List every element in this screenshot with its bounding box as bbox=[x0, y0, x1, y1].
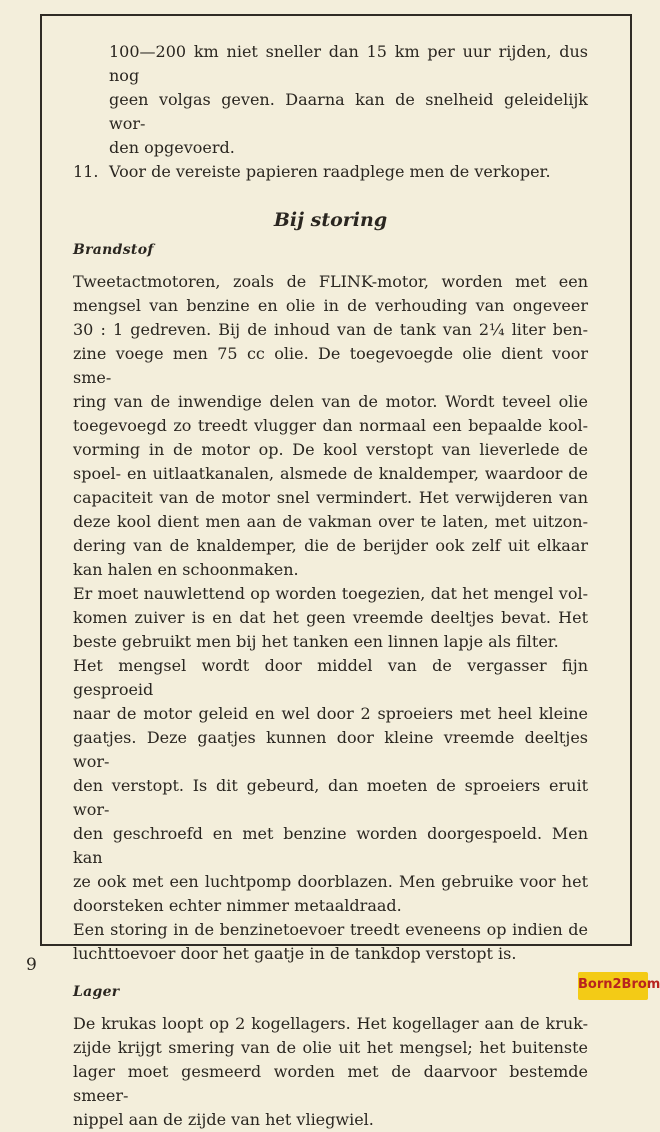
text-line: komen zuiver is en dat het geen vreemde deeltjes bevat. Het bbox=[73, 608, 588, 627]
text-line: vorming in de motor op. De kool verstopt van lieverlede de bbox=[73, 440, 588, 459]
text-line: doorsteken echter nimmer metaaldraad. bbox=[73, 896, 402, 915]
text-line: den opgevoerd. bbox=[109, 138, 235, 157]
text-line: spoel- en uitlaatkanalen, alsmede de knaldemper, waardoor de bbox=[73, 464, 588, 483]
text-line: zine voege men 75 cc olie. De toegevoegde olie dient voor sme- bbox=[73, 344, 588, 387]
text-line: ze ook met een luchtpomp doorblazen. Men gebruike voor het bbox=[73, 872, 588, 891]
list-item-text: Voor de vereiste papieren raadplege men de verkoper. bbox=[109, 162, 551, 181]
text-line: naar de motor geleid en wel door 2 sproeiers met heel kleine bbox=[73, 704, 588, 723]
watermark-logo: Born2Brom bbox=[578, 972, 648, 1000]
text-line: Er moet nauwlettend op worden toegezien, dat het mengel vol- bbox=[73, 584, 588, 603]
section-heading: Bij storing bbox=[273, 209, 388, 231]
lager-paragraph bbox=[73, 1012, 588, 1132]
text-line: kan halen en schoonmaken. bbox=[73, 560, 299, 579]
text-line: luchttoevoer door het gaatje in de tankdop verstopt is. bbox=[73, 944, 517, 963]
text-line: capaciteit van de motor snel vermindert. Het verwijderen van bbox=[73, 488, 588, 507]
text-line: Het mengsel wordt door middel van de vergasser fijn gesproeid bbox=[73, 656, 588, 699]
text-line: Een storing in de benzinetoevoer treedt eveneens op indien de bbox=[73, 920, 588, 939]
text-line: deze kool dient men aan de vakman over te laten, met uitzon- bbox=[73, 512, 588, 531]
text-line: toegevoegd zo treedt vlugger dan normaal een bepaalde kool- bbox=[73, 416, 588, 435]
text-line: geen volgas geven. Daarna kan de snelheid geleidelijk wor- bbox=[109, 90, 588, 133]
text-line: 100—200 km niet sneller dan 15 km per uur rijden, dus nog bbox=[109, 42, 588, 85]
text-line: beste gebruikt men bij het tanken een linnen lapje als filter. bbox=[73, 632, 559, 651]
text-line: De krukas loopt op 2 kogellagers. Het kogellager aan de kruk- bbox=[73, 1014, 588, 1033]
list-item-number: 11. bbox=[73, 162, 99, 181]
text-line: mengsel van benzine en olie in de verhouding van ongeveer bbox=[73, 296, 588, 315]
page-content bbox=[73, 40, 588, 1132]
subheading-brandstof: Brandstof bbox=[73, 242, 154, 258]
text-line: Tweetactmotoren, zoals de FLINK-motor, worden met een bbox=[73, 272, 588, 291]
continued-item-text bbox=[73, 40, 588, 160]
text-line: 30 : 1 gedreven. Bij de inhoud van de tank van 2¼ liter ben- bbox=[73, 320, 588, 339]
text-line: lager moet gesmeerd worden met de daarvoor bestemde smeer- bbox=[73, 1062, 588, 1105]
text-line: zijde krijgt smering van de olie uit het mengsel; het buitenste bbox=[73, 1038, 588, 1057]
text-line: gaatjes. Deze gaatjes kunnen door kleine vreemde deeltjes wor- bbox=[73, 728, 588, 771]
subheading-lager: Lager bbox=[73, 984, 120, 1000]
brandstof-paragraphs bbox=[73, 270, 588, 966]
list-item-11 bbox=[73, 160, 588, 184]
text-line: ring van de inwendige delen van de motor. Wordt teveel olie bbox=[73, 392, 588, 411]
text-line: den geschroefd en met benzine worden doorgespoeld. Men kan bbox=[73, 824, 588, 867]
text-line: nippel aan de zijde van het vliegwiel. bbox=[73, 1110, 374, 1129]
text-line: den verstopt. Is dit gebeurd, dan moeten de sproeiers eruit wor- bbox=[73, 776, 588, 819]
page-number: 9 bbox=[26, 955, 37, 975]
text-line: dering van de knaldemper, die de berijder ook zelf uit elkaar bbox=[73, 536, 588, 555]
